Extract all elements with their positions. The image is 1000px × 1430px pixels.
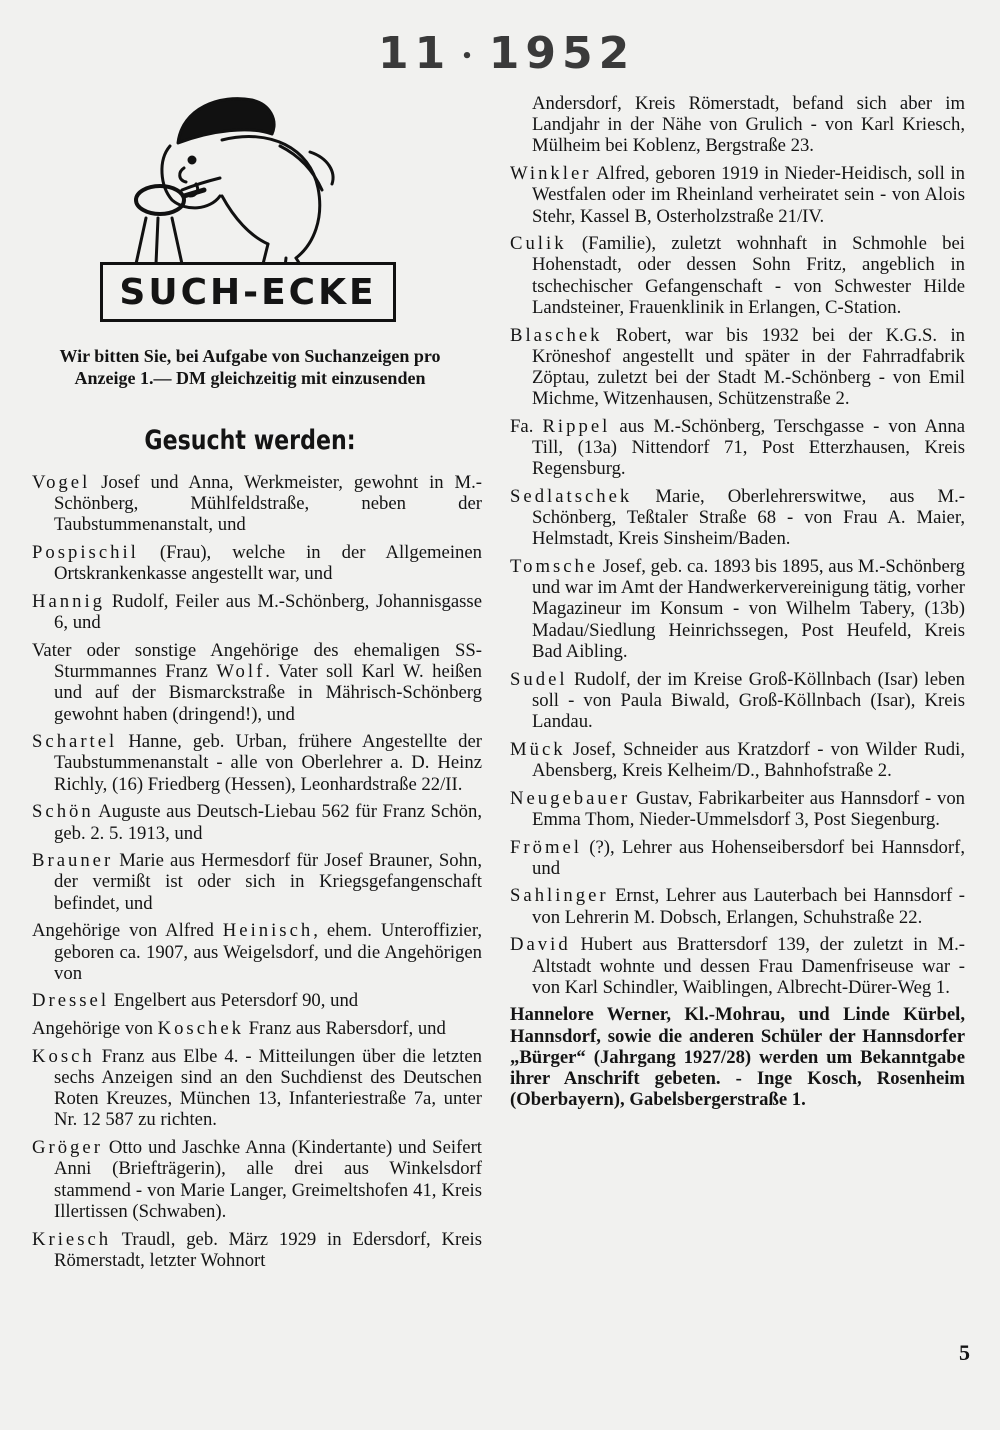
entry-text: . Vater soll Karl W. heißen und auf der Bismarckstraße in Mährisch-Schönberg gewohnt haben (dringend!), und [54, 661, 482, 725]
entry-name: Kosch [32, 1045, 95, 1067]
entry-name: Hannig [32, 591, 106, 613]
entry-text: Franz aus Rabersdorf, und [248, 1018, 446, 1040]
search-entry [32, 801, 482, 843]
search-entry [510, 788, 965, 830]
entry-name: Rippel [542, 415, 611, 437]
search-entry [510, 556, 965, 662]
entry-text: Ernst, Lehrer aus Lauterbach bei Hannsdorf - von Lehrerin M. Dobsch, Erlangen, Schuhstraße 22. [532, 885, 965, 928]
entry-name: Schartel [32, 731, 118, 753]
section-heading: Gesucht werden: [144, 425, 356, 456]
entry-text: Alfred, geboren 1919 in Nieder-Heidisch, soll in Westfalen oder im Rheinland verheiratet sein - von Alois Stehr, Kassel B, Osterholzstraße 21/IV. [532, 163, 965, 227]
entry-name: Schön [32, 801, 94, 823]
search-entry [510, 233, 965, 318]
entry-name: Vogel [32, 472, 91, 493]
search-entry [32, 850, 482, 914]
entry-text: Otto und Jaschke Anna (Kindertante) und Seifert Anni (Briefträgerin), alle drei aus Winkelsdorf stammend - von Marie Langer, Greimeltshofen 41, Kreis Illertissen (Schwaben). [54, 1137, 482, 1222]
entry-name: Gröger [32, 1137, 103, 1159]
entry-name: Neugebauer [510, 787, 631, 809]
right-entries [510, 163, 965, 998]
search-entry [32, 1018, 482, 1039]
entry-text: (?), Lehrer aus Hohenseibersdorf bei Hannsdorf, und [532, 836, 965, 879]
entry-name: Sudel [510, 668, 568, 690]
entry-name: Wolf [216, 661, 266, 683]
right-column [510, 93, 965, 1117]
entry-text: Marie, Oberlehrerswitwe, aus M.-Schönberg, Teßtaler Straße 68 - von Frau A. Maier, Helmstadt, Kreis Sinsheim/Baden. [532, 485, 965, 550]
search-entry [32, 591, 482, 633]
entry-text: aus M.-Schönberg, Terschgasse - von Anna Till, (13a) Nittendorf 71, Post Etterzhausen, Kreis Regensburg. [532, 415, 966, 480]
search-entry [510, 486, 965, 550]
entry-prefix: Fa. [510, 415, 534, 437]
entry-name: Blaschek [510, 324, 603, 346]
entry-prefix: Angehörige von [32, 1018, 153, 1040]
search-entry [32, 640, 482, 725]
entry-text: Engelbert aus Petersdorf 90, und [113, 990, 359, 1012]
left-column [32, 472, 482, 1277]
stamp-year: 1952 [488, 28, 636, 79]
entry-name: Kriesch [32, 1228, 112, 1250]
entry-text: Rudolf, der im Kreise Groß-Köllnbach (Isar) leben soll - von Paula Biwald, Groß-Köllnbach (Isar), Kreis Landau. [532, 668, 966, 732]
entry-text: (Familie), zuletzt wohnhaft in Schmohle bei Hohenstadt, oder dessen Sohn Fritz, angeblich in tschechischer Gefangenschaft - von Schwester Hilde Landsteiner, Frauenklinik in Erlangen, C-Station. [532, 233, 966, 318]
entry-name: Tomsche [510, 556, 599, 578]
entry-text: Josef und Anna, Werkmeister, gewohnt in M.-Schönberg, Mühlfeldstraße, neben der Taubstummenanstalt, und [54, 472, 482, 536]
entry-text: Marie aus Hermesdorf für Josef Brauner, Sohn, der vermißt ist oder sich in Kriegsgefangenschaft befindet, und [54, 850, 482, 914]
search-entry [510, 669, 965, 733]
entry-text: Robert, war bis 1932 bei der K.G.S. in Kröneshof angestellt und später in der Fahrradfabrik Zöptau, zuletzt bei der Stadt M.-Schönberg - von Emil Michme, Witzenhausen, Schützenstraße 2. [532, 324, 966, 410]
entry-text: Rudolf, Feiler aus M.-Schönberg, Johannisgasse 6, und [54, 591, 482, 634]
search-entry [32, 990, 482, 1011]
entry-text: Josef, geb. ca. 1893 bis 1895, aus M.-Schönberg und war im Amt der Handwerkervereinigung tätig, vorher Magazineur im Konsum - von Wilhelm Tabery, (13b) Madau/Siedlung Heinrichssegen, Post Heufeld, Kreis Bad Aibling. [532, 556, 966, 662]
page-number: 5 [959, 1340, 970, 1365]
entry-name: Pospischil [32, 542, 139, 564]
stamp-mark: 11 [378, 28, 452, 79]
entry-text: Traudl, geb. März 1929 in Edersdorf, Kreis Römerstadt, letzter Wohnort [54, 1228, 482, 1271]
intro-notice: Wir bitten Sie, bei Aufgabe von Suchanzeigen pro Anzeige 1.— DM gleichzeitig mit einzusenden [59, 346, 441, 388]
entry-prefix: Angehörige von Alfred [32, 920, 214, 942]
entry-name: David [510, 934, 571, 956]
entry-text: , ehem. Unteroffizier, geboren ca. 1907, aus Weigelsdorf, und die Angehörigen von [54, 920, 483, 984]
entry-text: Gustav, Fabrikarbeiter aus Hannsdorf - von Emma Thom, Nieder-Ummelsdorf 3, Post Siegenburg. [532, 787, 966, 830]
archive-stamp [378, 28, 635, 79]
entry-name: Culik [510, 233, 567, 255]
search-entry [510, 837, 965, 879]
entry-text: Franz aus Elbe 4. - Mitteilungen über die letzten sechs Anzeigen sind an den Suchdienst des Deutschen Roten Kreuzes, München 13, Infanteriestraße 7a, unter Nr. 12 587 zu richten. [54, 1045, 483, 1131]
entry-name: Sedlatschek [510, 485, 633, 507]
entry-prefix: Vater oder sonstige Angehörige des ehemaligen SS-Sturmmannes Franz [32, 639, 482, 683]
search-entry [510, 416, 965, 480]
entry-text: Hanne, geb. Urban, frühere Angestellte der Taubstummenanstalt - alle von Oberlehrer a. D. Heinz Richly, (16) Friedberg (Hessen), Leonhardstraße 22/II. [54, 731, 483, 795]
search-entry [32, 472, 482, 536]
entry-name: Frömel [510, 836, 582, 858]
search-entry [32, 542, 482, 584]
search-entry [510, 885, 965, 927]
logo-text: SUCH-ECKE [119, 271, 377, 313]
search-entry [32, 731, 482, 795]
entry-name: Sahlinger [510, 885, 609, 907]
entry-name: Brauner [32, 850, 114, 872]
entry-text: Josef, Schneider aus Kratzdorf - von Wilder Rudi, Abensberg, Kreis Kelheim/D., Bahnhofstraße 2. [532, 738, 965, 781]
entry-name: Heinisch [222, 920, 314, 942]
entry-name: Mück [510, 738, 566, 760]
stamp-dot: • [461, 45, 479, 67]
entry-text: Hubert aus Brattersdorf 139, der zuletzt in M.-Altstadt wohnte und dessen Frau Damenfriseuse war - von Karl Schindler, Waiblingen, Albrecht-Dürer-Weg 1. [532, 934, 965, 998]
entry-name: Koschek [157, 1018, 244, 1040]
search-entry [510, 163, 965, 227]
entry-name: Winkler [510, 163, 592, 185]
continued-entry: Andersdorf, Kreis Römerstadt, befand sich aber im Landjahr in der Nähe von Grulich - von Karl Kriesch, Mülheim bei Koblenz, Bergstraße 23. [532, 93, 965, 157]
entry-text: Auguste aus Deutsch-Liebau 562 für Franz Schön, geb. 2. 5. 1913, und [54, 801, 482, 844]
search-entry [32, 1229, 482, 1271]
search-entry [510, 739, 965, 781]
closing-notice: Hannelore Werner, Kl.-Mohrau, und Linde Kürbel, Hannsdorf, sowie die anderen Schüler der Hannsdorfer „Bürger“ (Jahrgang 1927/28) werden um Bekanntgabe ihrer Anschrift gebeten. - Inge Kosch, Rosenheim (Oberbayern), Gabelsbergerstraße 1. [510, 1004, 965, 1111]
entry-name: Dressel [32, 990, 110, 1012]
search-entry [510, 934, 965, 998]
search-entry [32, 1137, 482, 1222]
search-entry [32, 920, 482, 984]
entry-text: (Frau), welche in der Allgemeinen Ortskrankenkasse angestellt war, und [54, 542, 482, 585]
such-ecke-logo [100, 262, 396, 322]
search-entry [510, 325, 965, 410]
search-entry [32, 1046, 482, 1131]
